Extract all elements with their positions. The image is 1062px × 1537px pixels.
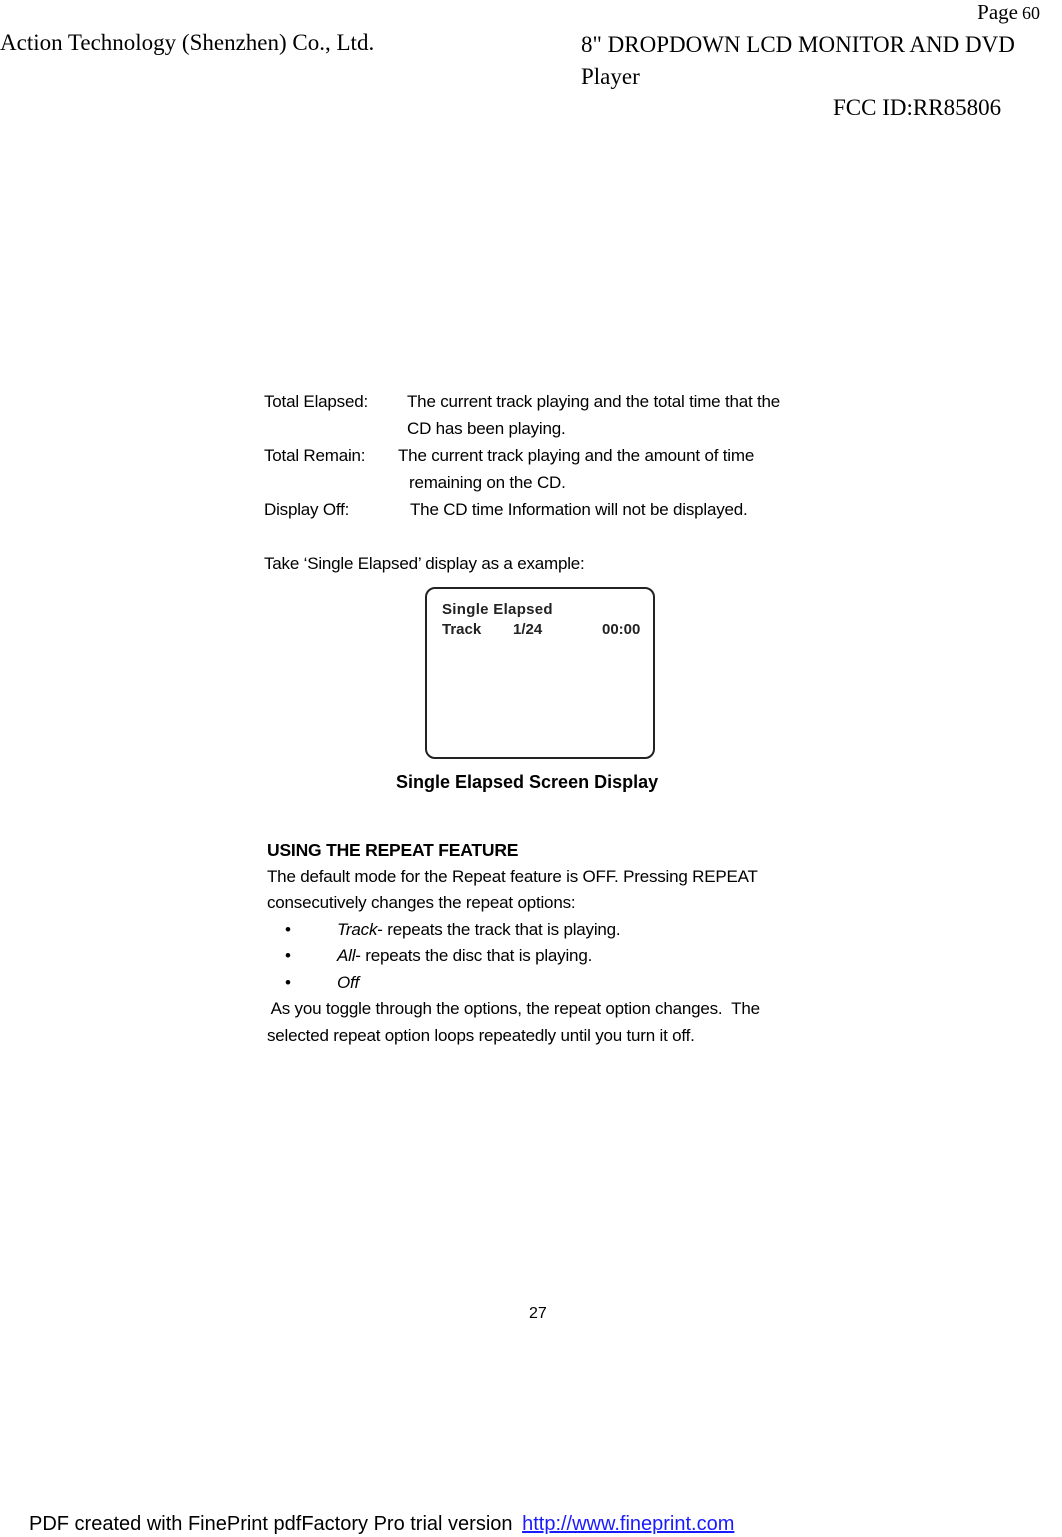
fcc-id: FCC ID:RR85806 — [833, 95, 1002, 120]
product-title — [581, 29, 1061, 93]
repeat-option-track — [267, 917, 867, 944]
bullet-icon: • — [285, 972, 291, 992]
osd-caption: Single Elapsed Screen Display — [396, 772, 659, 792]
definition-line: The current track playing and the amount of time — [398, 446, 755, 465]
footer-link[interactable]: http://www.fineprint.com — [522, 1513, 735, 1535]
definition-term: Total Remain: — [264, 446, 366, 465]
bullet-icon: • — [285, 919, 291, 939]
definition-line: The CD time Information will not be displayed. — [410, 500, 748, 519]
page-number: 60 — [1022, 3, 1040, 23]
manual-page-number: 27 — [529, 1305, 547, 1322]
definition-total-remain — [264, 442, 864, 496]
section-heading: USING THE REPEAT FEATURE — [267, 840, 519, 860]
bullet-icon: • — [285, 946, 291, 965]
definition-term: Total Elapsed: — [264, 392, 368, 411]
product-title-line2: Player — [581, 64, 640, 89]
option-desc: - repeats the disc that is playing. — [355, 946, 593, 965]
company-name: Action Technology (Shenzhen) Co., Ltd. — [0, 30, 375, 55]
repeat-feature-section — [267, 837, 867, 1049]
time-display-definitions — [264, 388, 864, 577]
definition-desc — [407, 388, 837, 442]
definition-line: The current track playing and the total time that the — [407, 392, 781, 411]
repeat-option-all — [267, 943, 867, 970]
page-word: Page — [977, 0, 1018, 24]
definition-total-elapsed — [264, 388, 864, 442]
product-title-line1: 8" DROPDOWN LCD MONITOR AND DVD — [581, 32, 1015, 57]
repeat-outro-line: selected repeat option loops repeatedly until you turn it off. — [267, 1025, 695, 1045]
repeat-option-off — [267, 970, 867, 997]
option-name: Track — [337, 919, 378, 939]
osd-time: 00:00 — [602, 621, 641, 638]
definition-line: remaining on the CD. — [409, 473, 566, 492]
repeat-intro-line: The default mode for the Repeat feature is OFF. Pressing REPEAT — [267, 866, 758, 886]
footer-text: PDF created with FinePrint pdfFactory Pro trial version — [29, 1513, 513, 1535]
definition-display-off — [264, 496, 864, 523]
definition-desc — [410, 496, 840, 523]
option-desc: - repeats the track that is playing. — [377, 919, 621, 939]
repeat-intro-line: consecutively changes the repeat options: — [267, 893, 576, 912]
osd-track-label: Track — [442, 621, 482, 638]
osd-track-count: 1/24 — [513, 621, 543, 638]
definition-desc — [398, 442, 828, 496]
repeat-outro-line: As you toggle through the options, the repeat option changes. The — [267, 999, 760, 1018]
pdf-footer — [29, 1511, 734, 1537]
definition-line: CD has been playing. — [407, 419, 566, 438]
option-name: Off — [337, 972, 360, 992]
osd-screen-illustration — [425, 587, 655, 759]
option-name: All — [337, 946, 356, 965]
osd-title: Single Elapsed — [442, 601, 553, 618]
page-label — [977, 0, 1040, 25]
definition-term: Display Off: — [264, 500, 350, 519]
example-intro: Take ‘Single Elapsed’ display as a example: — [264, 554, 585, 573]
